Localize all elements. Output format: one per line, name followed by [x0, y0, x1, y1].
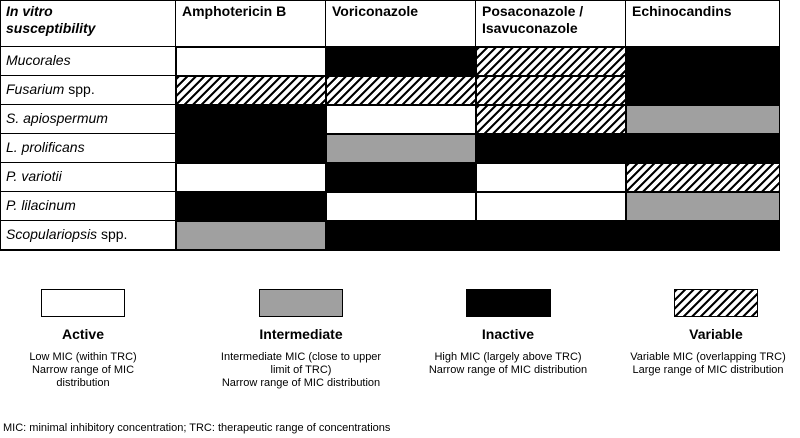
susceptibility-cell-variable — [626, 163, 780, 192]
susceptibility-cell-inactive — [476, 134, 626, 163]
susceptibility-cell-intermediate — [626, 105, 780, 134]
footnote: MIC: minimal inhibitory concentration; TRC: therapeutic range of concentrations — [3, 422, 391, 434]
susceptibility-cell-inactive — [626, 221, 780, 250]
legend-desc-variable-line1: Variable MIC (overlapping TRC) — [630, 351, 786, 363]
legend-desc-active-line3: distribution — [56, 377, 110, 389]
legend-label-intermediate: Intermediate — [259, 326, 343, 342]
susceptibility-cell-inactive — [626, 47, 780, 76]
legend-desc-active — [3, 351, 163, 390]
susceptibility-cell-intermediate — [626, 192, 780, 221]
legend-desc-intermediate-line1: Intermediate MIC (close to upper — [220, 351, 382, 363]
organism-name: P. variotii — [6, 168, 62, 184]
susceptibility-cell-variable — [476, 47, 626, 76]
susceptibility-cell-active — [176, 47, 326, 76]
legend-swatch-intermediate — [259, 289, 343, 317]
susceptibility-cell-variable — [176, 76, 326, 105]
organism-name: S. apiospermum — [6, 110, 108, 126]
susceptibility-cell-inactive — [176, 134, 326, 163]
legend-desc-inactive — [413, 351, 603, 377]
susceptibility-cell-intermediate — [176, 221, 326, 250]
organism-name: Mucorales — [6, 52, 71, 68]
susceptibility-cell-variable — [476, 76, 626, 105]
susceptibility-cell-variable — [326, 76, 476, 105]
susceptibility-cell-active — [476, 192, 626, 221]
susceptibility-cell-variable — [476, 105, 626, 134]
legend-swatch-variable — [674, 289, 758, 317]
legend-swatch-active — [41, 289, 125, 317]
susceptibility-cell-intermediate — [326, 134, 476, 163]
row-label — [0, 163, 176, 192]
organism-name: P. lilacinum — [6, 197, 76, 213]
column-header-echinocandins: Echinocandins — [626, 0, 780, 47]
column-header-voriconazole: Voriconazole — [326, 0, 476, 47]
susceptibility-cell-inactive — [326, 47, 476, 76]
legend-desc-active-line2: Narrow range of MIC — [31, 364, 135, 376]
susceptibility-cell-active — [476, 163, 626, 192]
column-header-amphotericin: Amphotericin B — [176, 0, 326, 47]
susceptibility-cell-active — [326, 192, 476, 221]
legend-desc-variable-line2: Large range of MIC distribution — [632, 364, 784, 376]
organism-suffix: spp. — [64, 81, 95, 97]
row-label — [0, 47, 176, 76]
row-label — [0, 134, 176, 163]
legend-desc-variable — [620, 351, 796, 377]
legend-desc-inactive-line1: High MIC (largely above TRC) — [434, 351, 582, 363]
organism-name: Scopulariopsis — [6, 226, 98, 242]
susceptibility-cell-inactive — [476, 221, 626, 250]
legend-desc-inactive-line2: Narrow range of MIC distribution — [428, 364, 588, 376]
row-label — [0, 192, 176, 221]
susceptibility-cell-inactive — [626, 76, 780, 105]
corner-header — [0, 0, 176, 47]
legend-swatch-inactive — [466, 289, 551, 317]
row-label — [0, 221, 176, 250]
organism-name: Fusarium — [6, 81, 65, 97]
legend-label-variable: Variable — [689, 326, 743, 342]
susceptibility-cell-inactive — [326, 163, 476, 192]
susceptibility-cell-inactive — [626, 134, 780, 163]
legend-desc-intermediate — [206, 351, 396, 390]
column-header-posaconazole: Posaconazole / Isavuconazole — [476, 0, 626, 47]
legend-label-inactive: Inactive — [481, 326, 535, 342]
legend-desc-intermediate-line2: limit of TRC) — [270, 364, 332, 376]
susceptibility-cell-inactive — [176, 192, 326, 221]
legend-desc-active-line1: Low MIC (within TRC) — [29, 351, 137, 363]
legend-desc-intermediate-line3: Narrow range of MIC distribution — [221, 377, 381, 389]
organism-suffix: spp. — [97, 226, 128, 242]
row-label — [0, 105, 176, 134]
susceptibility-cell-inactive — [326, 221, 476, 250]
susceptibility-cell-active — [176, 163, 326, 192]
susceptibility-cell-active — [326, 105, 476, 134]
row-label — [0, 76, 176, 105]
organism-name: L. prolificans — [6, 139, 85, 155]
corner-header-line2: susceptibility — [6, 20, 96, 36]
susceptibility-cell-inactive — [176, 105, 326, 134]
legend-label-active: Active — [61, 326, 105, 342]
corner-header-line1: In vitro — [6, 3, 53, 19]
